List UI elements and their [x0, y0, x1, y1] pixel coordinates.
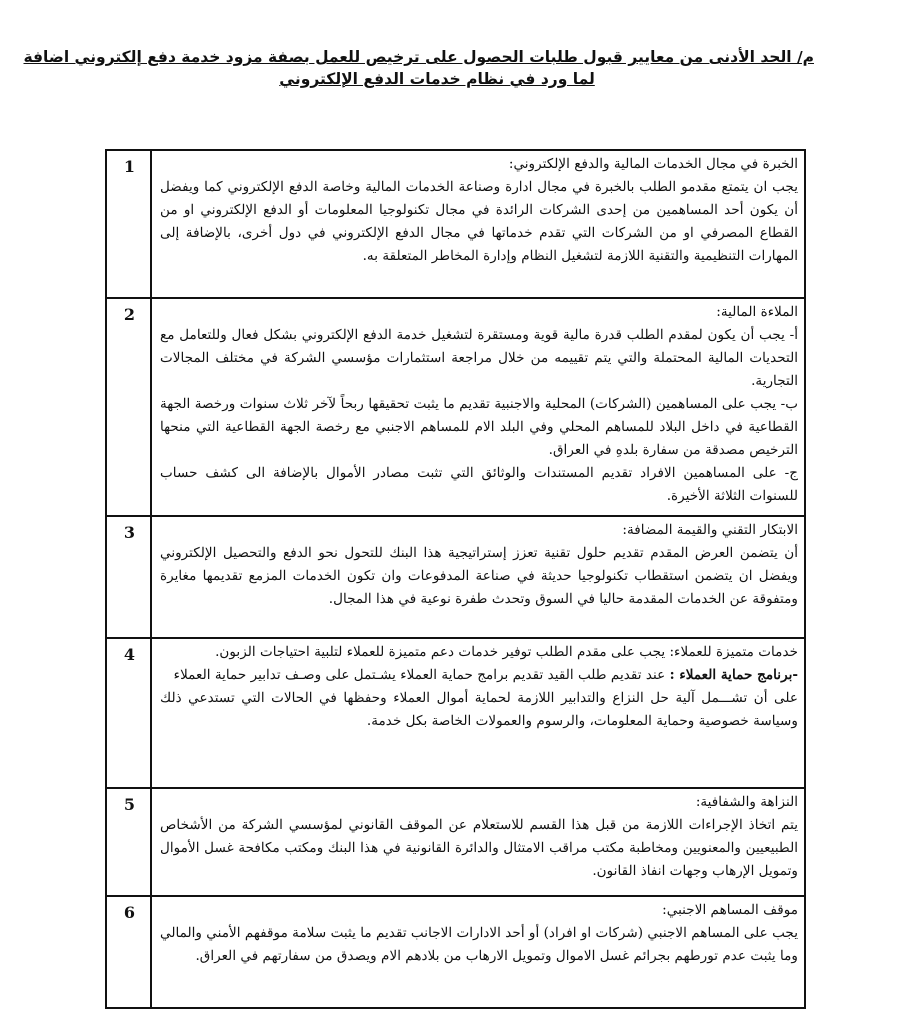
section-title: الابتكار التقني والقيمة المضافة: — [622, 522, 798, 538]
criteria-number: 6 — [106, 896, 151, 1008]
list-item: ج- على المساهمين الافراد تقديم المستندات والوثائق التي تثبت مصادر الأموال بالإضافة الى كشف حساب للسنوات الثلاثة الأخيرة. — [160, 465, 798, 504]
criteria-text-4 — [151, 638, 805, 788]
criteria-number: 5 — [106, 788, 151, 896]
criteria-table — [105, 149, 806, 1009]
section-title: الملاءة المالية: — [716, 304, 798, 320]
criteria-number: 2 — [106, 298, 151, 516]
section-body: يتم اتخاذ الإجراءات اللازمة من قبل هذا القسم للاستعلام عن الموقف القانوني لمؤسسي الشركة من الأشخاص الطبيعيين والمعنويين ومخاطبة مكتب مراقب الامتثال والدائرة القانونية في هذا البنك ومكتب مكافحة غسل الأموال وتمويل الإرهاب وجهات انفاذ القانون. — [160, 817, 798, 879]
program-paragraph — [160, 664, 798, 687]
list-item: ب- يجب على المساهمين (الشركات) المحلية والاجنبية تقديم ما يثبت تحقيقها ربحاً لآخر ثلاث سنوات ورخصة الجهة القطاعية في داخل البلاد للمساهم المحلي وفي البلد الام للمساهم الاجنبي مع رخصة الجهة القطاعية التي منحها الترخيص مصدقة من سفارة بلدهِ في العراق. — [160, 396, 798, 458]
criteria-number: 4 — [106, 638, 151, 788]
section-title: خدمات متميزة للعملاء: يجب على مقدم الطلب توفير خدمات دعم متميزة للعملاء لتلبية احتياجات الزبون. — [215, 644, 798, 660]
criteria-row-6 — [106, 896, 805, 1008]
section-body: أن يتضمن العرض المقدم تقديم حلول تقنية تعزز إستراتيجية هذا البنك للتحول نحو الدفع والتحصيل الإلكتروني ويفضل ان يتضمن استقطاب تكنولوجيا حديثة في صناعة المدفوعات وان تكون الخدمات المزمع تقديمها مغايرة ومتفوقة عن الخدمات المقدمة حاليا في السوق وتحدث طفرة نوعية في هذا المجال. — [160, 545, 798, 607]
section-body: على أن تشـــمل آلية حل النزاع والتدابير اللازمة لحماية أموال العملاء وحفظها في الحالات التي تستدعي ذلك وسياسة خصوصية وحماية المعلومات، والرسوم والعمولات الخاصة بكل خدمة. — [160, 690, 798, 729]
title-line-2: لما ورد في نظام خدمات الدفع الإلكتروني — [279, 70, 595, 88]
program-text: عند تقديم طلب القيد تقديم برامج حماية العملاء يشـتمل على وصـف تدابير حماية العملاء — [173, 667, 666, 683]
section-body: يجب ان يتمتع مقدمو الطلب بالخبرة في مجال ادارة وصناعة الخدمات المالية وخاصة الدفع الإلكتروني كما ويفضل أن يكون أحد المساهمين من إحدى الشركات الرائدة في مجال تكنولوجيا المعلومات أو الدفع الإلكتروني او من القطاع المصرفي او من الشركات التي تقدم خدماتها في مجال الدفع الإلكتروني في دول أخرى، بالإضافة إلى المهارات التنظيمية والتقنية اللازمة لتشغيل النظام وإدارة المخاطر المتعلقة به. — [160, 179, 798, 264]
title-line-1: م/ الحد الأدنى من معايير قبول طلبات الحصول على ترخيص للعمل بصفة مزود خدمة دفع إلكتروني اضافة — [23, 48, 814, 66]
section-title: موقف المساهم الاجنبي: — [662, 902, 798, 918]
program-label: -برنامج حماية العملاء : — [669, 667, 798, 683]
criteria-text-2 — [151, 298, 805, 516]
list-item: أ- يجب أن يكون لمقدم الطلب قدرة مالية قوية ومستقرة لتشغيل خدمة الدفع الإلكتروني بشكل فعال وللتعامل مع التحديات المالية المحتملة والتي يتم تقييمه من خلال مراجعة استثمارات مؤسسي الشركة في مختلف المجالات التجارية. — [160, 327, 798, 389]
criteria-row-4 — [106, 638, 805, 788]
section-body: يجب على المساهم الاجنبي (شركات او افراد) أو أحد الادارات الاجانب تقديم ما يثبت سلامة موقفهم الأمني والمالي وما يثبت عدم تورطهم بجرائم غسل الاموال وتمويل الارهاب من بلادهم الام ويصدق من سفارتهم في العراق. — [160, 925, 798, 964]
criteria-row-5 — [106, 788, 805, 896]
criteria-text-1 — [151, 150, 805, 298]
criteria-row-1 — [106, 150, 805, 298]
criteria-number: 1 — [106, 150, 151, 298]
criteria-text-3 — [151, 516, 805, 638]
section-title: الخبرة في مجال الخدمات المالية والدفع الإلكتروني: — [508, 156, 798, 172]
section-title: النزاهة والشفافية: — [695, 794, 798, 810]
criteria-row-2 — [106, 298, 805, 516]
criteria-text-5 — [151, 788, 805, 896]
criteria-row-3 — [106, 516, 805, 638]
criteria-number: 3 — [106, 516, 151, 638]
document-title — [23, 46, 814, 90]
criteria-text-6 — [151, 896, 805, 1008]
